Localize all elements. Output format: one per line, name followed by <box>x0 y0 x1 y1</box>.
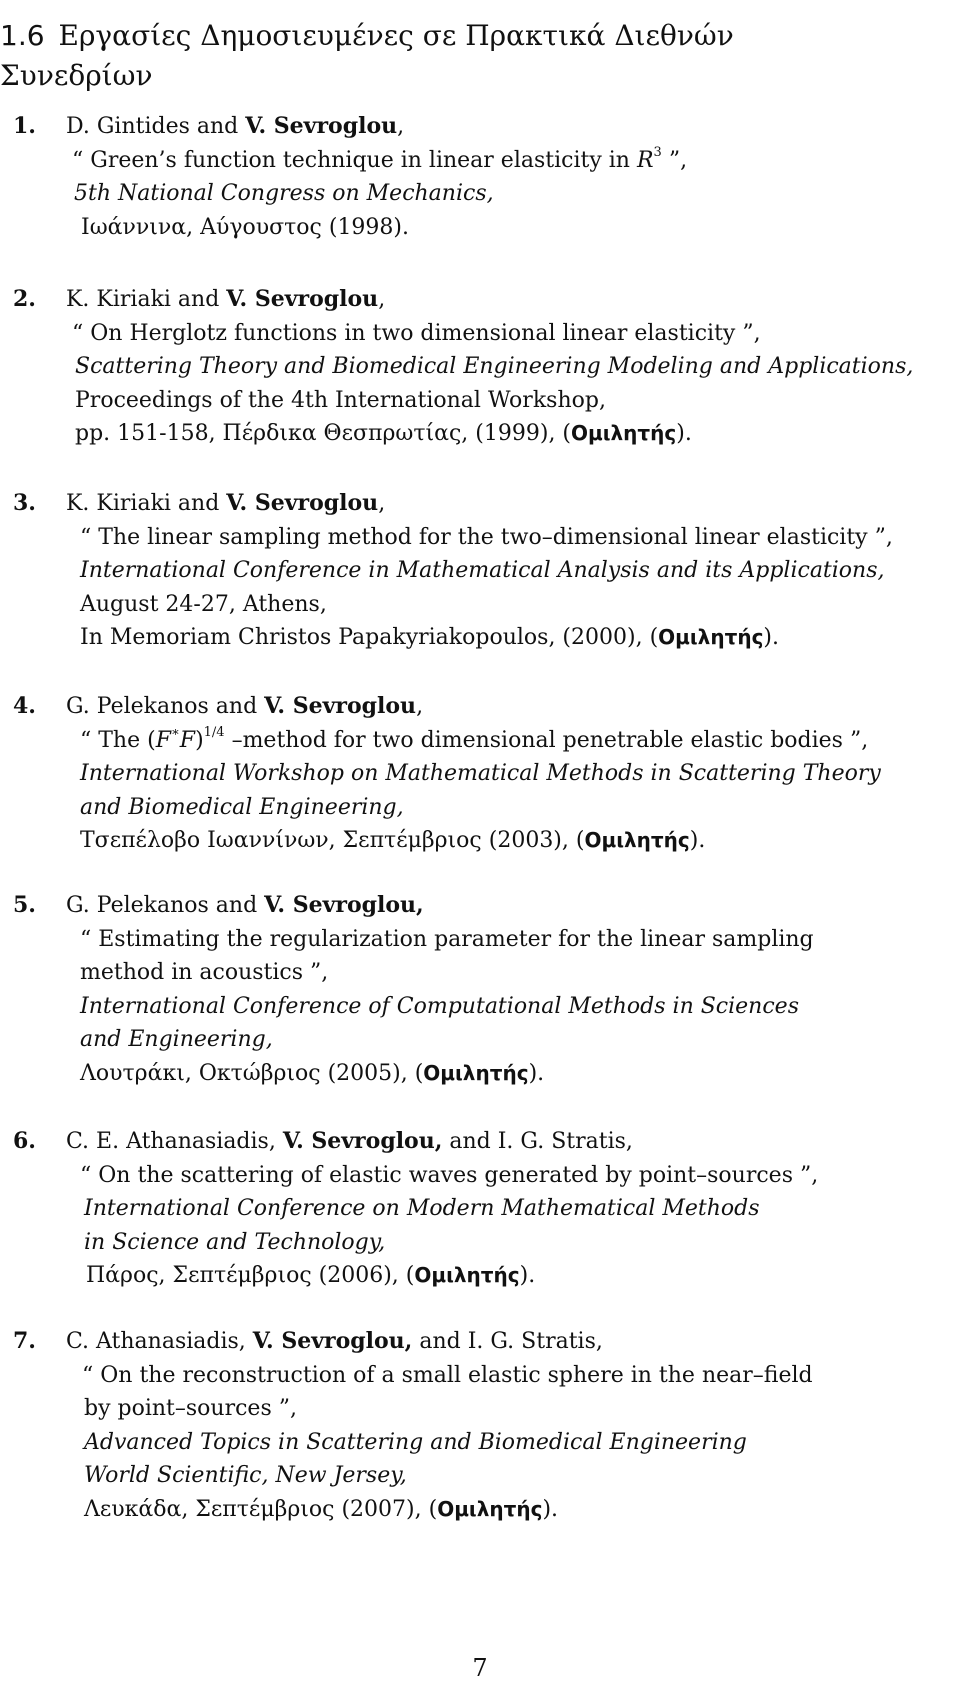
authors-tail: and I. G. Stratis, <box>412 1329 603 1354</box>
authors-highlight: V. Sevroglou <box>264 693 417 719</box>
entry-venue: International Conference on Modern Mathematical Methods <box>84 1196 760 1221</box>
entry-place <box>84 1493 558 1527</box>
entry-title-cont: by point–sources ”, <box>84 1396 297 1421</box>
entry-venue-cont: World Scientific, New Jersey, <box>84 1463 407 1488</box>
math-superscript: 1/4 <box>203 725 225 741</box>
entry-proceedings: Proceedings of the 4th International Workshop, <box>75 387 606 413</box>
section-title-text: Εργασίες Δημοσιευμένες σε Πρακτικά Διεθνών <box>58 18 734 52</box>
entry-authors <box>66 1125 633 1159</box>
math-superscript: 3 <box>653 145 662 161</box>
authors-text: K. Kiriaki and <box>66 287 227 312</box>
entry-authors <box>66 1325 603 1359</box>
entry-venue: International Workshop on Mathematical Methods in Scattering Theory <box>80 761 881 786</box>
entry-authors <box>66 889 424 923</box>
place-text: pp. 151-158, Πέρδικα Θεσπρωτίας, (1999), ( <box>75 421 572 446</box>
authors-highlight: V. Sevroglou <box>226 286 379 312</box>
authors-text: G. Pelekanos and <box>66 893 265 918</box>
place-text: Τσεπέλοβο Ιωαννίνων, Σεπτέμβριος (2003), ( <box>80 828 585 853</box>
speaker-label: Ομιλητής <box>571 421 677 445</box>
entry-venue: Advanced Topics in Scattering and Biomedical Engineering <box>84 1429 747 1455</box>
place-text: Λουτράκι, Οκτώβριος (2005), ( <box>80 1060 424 1086</box>
speaker-label: Ομιλητής <box>414 1263 520 1287</box>
entry-venue: International Conference of Computational Methods in Sciences <box>80 993 799 1019</box>
place-tail: ). <box>528 1060 545 1086</box>
speaker-label: Ομιλητής <box>584 828 690 852</box>
speaker-label: Ομιλητής <box>658 625 764 649</box>
entry-title: “ Estimating the regularization parameter for the linear sampling <box>80 926 814 952</box>
entry-place <box>86 1259 535 1293</box>
title-text: “ The ( <box>80 727 156 753</box>
authors-tail: and I. G. Stratis, <box>442 1129 633 1154</box>
authors-text: G. Pelekanos and <box>66 694 265 719</box>
math-symbol: R <box>636 147 654 173</box>
entry-place <box>75 417 692 451</box>
entry-index: 2. <box>13 286 36 312</box>
entry-place <box>80 621 779 655</box>
entry-place: Ιωάννινα, Αύγουστος (1998). <box>81 214 410 240</box>
publication-entry-5 <box>0 889 960 1090</box>
authors-highlight: V. Sevroglou <box>226 490 379 516</box>
entry-index: 4. <box>13 693 36 719</box>
authors-text: C. E. Athanasiadis, <box>66 1129 283 1154</box>
authors-highlight: V. Sevroglou, <box>264 892 424 918</box>
section-title-continuation: Συνεδρίων <box>0 58 153 92</box>
entry-index: 6. <box>13 1128 36 1154</box>
authors-tail: , <box>397 114 405 139</box>
math-paren: ) <box>195 727 204 753</box>
publication-entry-1 <box>0 110 960 244</box>
place-tail: ). <box>676 421 692 446</box>
authors-text: K. Kiriaki and <box>66 491 227 516</box>
authors-tail: , <box>378 491 386 516</box>
entry-venue: Scattering Theory and Biomedical Engineering Modeling and Applications, <box>75 354 914 379</box>
speaker-label: Ομιλητής <box>423 1060 529 1085</box>
page-number: 7 <box>472 1654 488 1682</box>
place-text: Πάρος, Σεπτέμβριος (2006), ( <box>86 1263 415 1288</box>
entry-index: 3. <box>13 490 36 516</box>
publication-entry-3 <box>0 487 960 655</box>
title-tail: –method for two dimensional penetrable elastic bodies ”, <box>224 727 869 753</box>
section-heading-line2 <box>0 59 960 93</box>
title-tail: ”, <box>661 147 688 173</box>
math-symbol: F <box>155 727 171 753</box>
section-heading <box>0 19 960 93</box>
math-symbol-2: F <box>179 727 196 753</box>
place-text: Λευκάδα, Σεπτέμβριος (2007), ( <box>84 1496 438 1522</box>
section-heading-line1 <box>0 19 960 53</box>
entry-title: “ On the scattering of elastic waves generated by point–sources ”, <box>80 1162 819 1188</box>
title-text: “ Green’s function technique in linear elasticity in <box>72 147 637 173</box>
entry-venue-cont: in Science and Technology, <box>84 1229 386 1255</box>
authors-text: D. Gintides and <box>66 114 246 139</box>
publication-entry-4 <box>0 690 960 858</box>
place-tail: ). <box>542 1496 559 1522</box>
entry-place <box>80 1057 544 1091</box>
entry-index: 1. <box>13 113 36 139</box>
place-tail: ). <box>519 1263 536 1288</box>
entry-authors <box>66 110 404 144</box>
entry-venue-cont: and Engineering, <box>80 1027 273 1052</box>
authors-highlight: V. Sevroglou, <box>252 1328 413 1354</box>
entry-authors <box>66 690 423 724</box>
entry-place <box>80 824 705 858</box>
place-tail: ). <box>763 625 779 650</box>
publication-entry-2 <box>0 283 960 451</box>
place-tail: ). <box>689 828 706 853</box>
authors-tail: , <box>416 694 424 719</box>
authors-tail: , <box>378 287 386 312</box>
authors-highlight: V. Sevroglou <box>245 113 398 139</box>
entry-index: 5. <box>13 892 36 918</box>
entry-title <box>80 724 868 758</box>
entry-title: “ The linear sampling method for the two–dimensional linear elasticity ”, <box>80 524 893 550</box>
entry-title <box>72 144 687 178</box>
entry-venue-cont: and Biomedical Engineering, <box>80 794 404 820</box>
authors-text: C. Athanasiadis, <box>66 1329 253 1354</box>
entry-title: “ On Herglotz functions in two dimensional linear elasticity ”, <box>72 320 761 346</box>
place-text: In Memoriam Christos Papakyriakopoulos, (2000), ( <box>80 625 659 650</box>
math-superscript-star: ∗ <box>170 725 180 741</box>
publication-entry-6 <box>0 1125 960 1293</box>
entry-venue: International Conference in Mathematical Analysis and its Applications, <box>80 558 885 583</box>
section-number: 1.6 <box>0 18 45 52</box>
entry-authors <box>66 283 385 317</box>
entry-date: August 24-27, Athens, <box>80 591 327 617</box>
entry-title-cont: method in acoustics ”, <box>80 960 329 985</box>
authors-highlight: V. Sevroglou, <box>282 1128 443 1154</box>
publication-entry-7 <box>0 1325 960 1526</box>
entry-title: “ On the reconstruction of a small elastic sphere in the near–field <box>82 1362 813 1388</box>
entry-index: 7. <box>13 1328 36 1354</box>
entry-venue: 5th National Congress on Mechanics, <box>74 181 494 206</box>
speaker-label: Ομιλητής <box>437 1496 543 1521</box>
entry-authors <box>66 487 385 521</box>
